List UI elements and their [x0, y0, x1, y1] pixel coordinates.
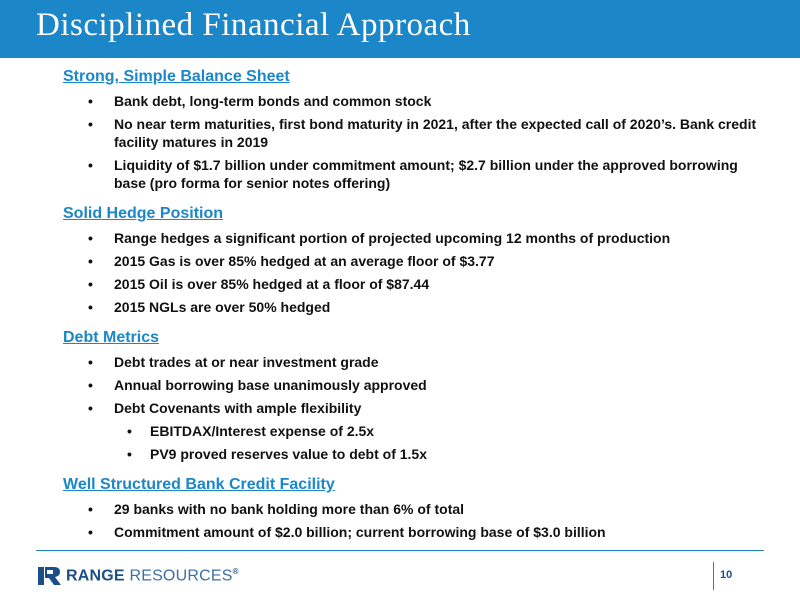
- bullet-dot-icon: •: [88, 230, 93, 246]
- bullet-item: • Debt trades at or near investment grade: [88, 354, 379, 370]
- slide-title: Disciplined Financial Approach: [36, 7, 471, 43]
- bullet-item: • No near term maturities, first bond maturity in 2021, after the expected call of 2020’s. Bank credit facility matures in 2019: [88, 116, 757, 150]
- section-heading: Solid Hedge Position: [63, 205, 224, 222]
- bullet-dot-icon: •: [88, 116, 93, 132]
- section-heading: Strong, Simple Balance Sheet: [63, 68, 290, 85]
- slide-content: [0, 66, 800, 546]
- sub-bullet-item: • PV9 proved reserves value to debt of 1.5x: [127, 446, 428, 462]
- bullet-item: • 29 banks with no bank holding more than 6% of total: [88, 501, 465, 517]
- bullet-item: • 2015 Gas is over 85% hedged at an average floor of $3.77: [88, 253, 495, 269]
- page-number: 10: [720, 569, 733, 581]
- title-bar: [0, 0, 800, 58]
- bullet-dot-icon: •: [88, 524, 93, 540]
- range-resources-logo: [38, 567, 239, 585]
- page-number-divider: [713, 562, 714, 590]
- range-r-logo-icon: [38, 567, 62, 585]
- section-hedge-position: [0, 203, 800, 316]
- bullet-item: • 2015 NGLs are over 50% hedged: [88, 299, 331, 315]
- bullet-dot-icon: •: [88, 377, 93, 393]
- bullet-item: • Range hedges a significant portion of projected upcoming 12 months of production: [88, 230, 671, 246]
- bullet-item: • Debt Covenants with ample flexibility: [88, 400, 362, 416]
- bullet-item: • Bank debt, long-term bonds and common stock: [88, 93, 432, 109]
- bullet-item: • Commitment amount of $2.0 billion; current borrowing base of $3.0 billion: [88, 524, 606, 540]
- section-heading: Well Structured Bank Credit Facility: [63, 476, 335, 493]
- section-bank-credit-facility: [0, 474, 800, 541]
- footer-divider: [36, 550, 764, 551]
- bullet-item: • Annual borrowing base unanimously approved: [88, 377, 427, 393]
- bullet-dot-icon: •: [88, 253, 93, 269]
- logo-wordmark: RANGE RESOURCES®: [66, 567, 239, 585]
- bullet-dot-icon: •: [88, 354, 93, 370]
- bullet-dot-icon: •: [127, 446, 132, 462]
- section-heading: Debt Metrics: [63, 329, 160, 346]
- bullet-dot-icon: •: [127, 423, 132, 439]
- bullet-item: • 2015 Oil is over 85% hedged at a floor of $87.44: [88, 276, 430, 292]
- bullet-list: [0, 92, 800, 192]
- bullet-item: • Liquidity of $1.7 billion under commitment amount; $2.7 billion under the approved borrowing base (pro forma for senior notes offering): [88, 157, 738, 191]
- bullet-dot-icon: •: [88, 157, 93, 173]
- bullet-dot-icon: •: [88, 501, 93, 517]
- bullet-dot-icon: •: [88, 299, 93, 315]
- section-debt-metrics: [0, 327, 800, 463]
- sub-bullet-item: • EBITDAX/Interest expense of 2.5x: [127, 423, 375, 439]
- bullet-dot-icon: •: [88, 276, 93, 292]
- bullet-list: [0, 353, 800, 463]
- bullet-list: [0, 500, 800, 541]
- bullet-dot-icon: •: [88, 93, 93, 109]
- bullet-dot-icon: •: [88, 400, 93, 416]
- section-balance-sheet: [0, 66, 800, 192]
- bullet-list: [0, 229, 800, 316]
